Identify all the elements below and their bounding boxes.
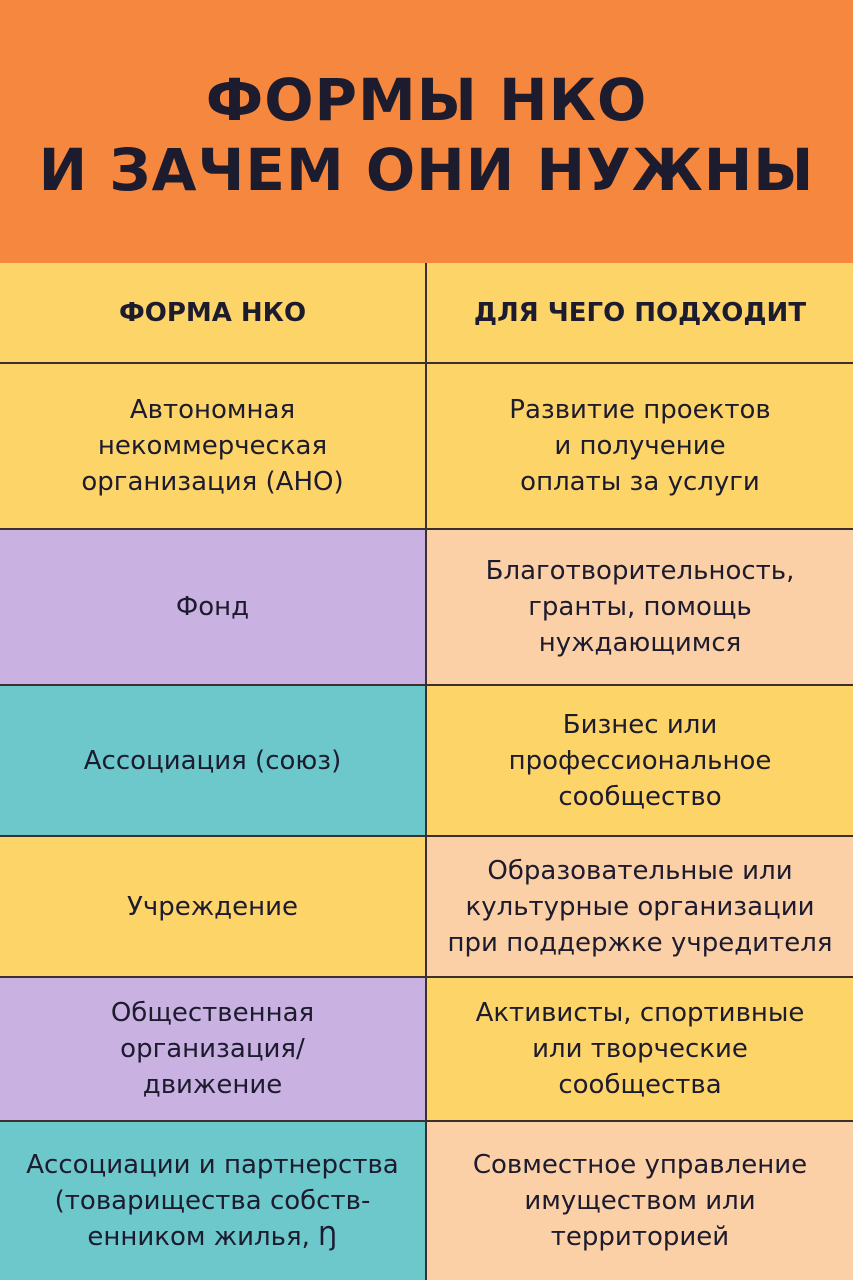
nko-forms-table xyxy=(0,263,853,1280)
column-header-form xyxy=(0,263,427,362)
table-row xyxy=(0,362,853,528)
purpose-cell xyxy=(427,978,853,1120)
table-row xyxy=(0,528,853,684)
form-name: Учреждение xyxy=(127,891,298,922)
table-row xyxy=(0,684,853,835)
form-purpose: Активисты, спортивные или творческие сообщества xyxy=(475,998,805,1100)
purpose-cell xyxy=(427,364,853,528)
purpose-cell xyxy=(427,837,853,976)
form-cell xyxy=(0,364,427,528)
form-purpose: Образовательные или культурные организации при поддержке учредителя xyxy=(447,855,833,958)
table-row xyxy=(0,1120,853,1280)
column-header-form-label: ФОРМА НКО xyxy=(118,297,307,328)
form-purpose: Развитие проектов и получение оплаты за услуги xyxy=(509,395,771,497)
form-purpose: Благотворительность, гранты, помощь нуждающимся xyxy=(485,556,795,658)
form-name: Ассоциации и партнерства (товарищества собств- енником жилья, Ŋ xyxy=(26,1150,399,1252)
purpose-cell xyxy=(427,530,853,684)
form-name: Ассоциация (союз) xyxy=(83,745,342,776)
form-cell xyxy=(0,530,427,684)
form-name: Автономная некоммерческая организация (АНО) xyxy=(81,395,344,497)
form-cell xyxy=(0,1122,427,1280)
column-header-purpose-label: ДЛЯ ЧЕГО ПОДХОДИТ xyxy=(473,297,807,328)
form-cell xyxy=(0,978,427,1120)
form-name: Общественная организация/ движение xyxy=(110,998,315,1100)
purpose-cell xyxy=(427,686,853,835)
purpose-cell xyxy=(427,1122,853,1280)
table-row xyxy=(0,835,853,976)
title-banner xyxy=(0,0,853,263)
title-line-2: И ЗАЧЕМ ОНИ НУЖНЫ xyxy=(38,135,815,204)
column-header-purpose xyxy=(427,263,853,362)
form-cell xyxy=(0,686,427,835)
form-name: Фонд xyxy=(175,592,250,622)
form-purpose: Совместное управление имуществом или территорией xyxy=(472,1150,808,1252)
table-row xyxy=(0,976,853,1120)
form-purpose: Бизнес или профессиональное сообщество xyxy=(508,709,772,812)
title-line-1: ФОРМЫ НКО xyxy=(205,65,648,134)
table-header-row xyxy=(0,263,853,362)
form-cell xyxy=(0,837,427,976)
